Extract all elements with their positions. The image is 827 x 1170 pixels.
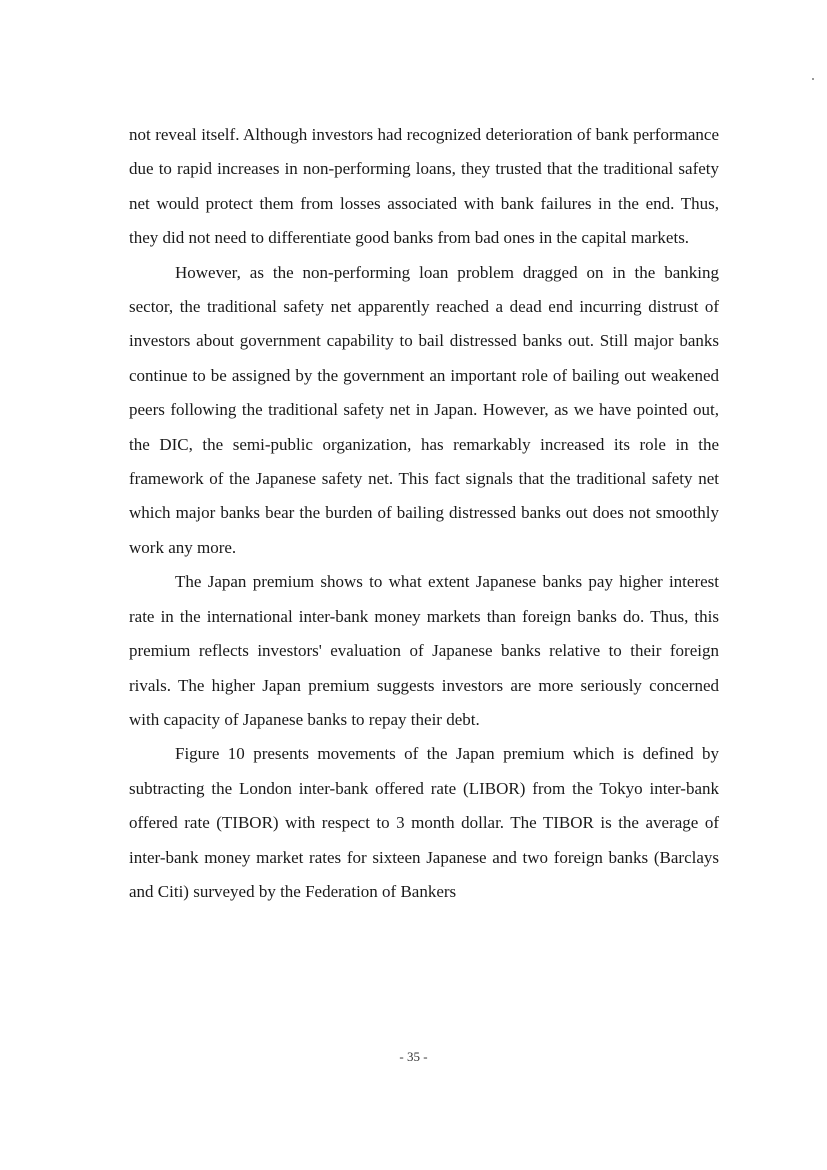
page-number: - 35 - <box>399 1049 428 1064</box>
paragraph-safety-net: However, as the non-performing loan problem dragged on in the banking sector, the traditional safety net apparently reached a dead end incurring distrust of investors about government capability to bail distressed banks out. Still major banks continue to be assigned by the government an important role of bailing out weakened peers following the traditional safety net in Japan. However, as we have pointed out, the DIC, the semi-public organization, has remarkably increased its role in the framework of the Japanese safety net. This fact signals that the traditional safety net which major banks bear the burden of bailing distressed banks out does not smoothly work any more. <box>129 262 719 557</box>
paragraph-figure-10: Figure 10 presents movements of the Japan premium which is defined by subtracting the London inter-bank offered rate (LIBOR) from the Tokyo inter-bank offered rate (TIBOR) with respect to 3 month dollar. The TIBOR is the average of inter-bank money market rates for sixteen Japanese and two foreign banks (Barclays and Citi) surveyed by the Federation of Bankers <box>129 744 719 901</box>
paragraph-japan-premium: The Japan premium shows to what extent Japanese banks pay higher interest rate in the international inter-bank money markets than foreign banks do. Thus, this premium reflects investors' evaluation of Japanese banks relative to their foreign rivals. The higher Japan premium suggests investors are more seriously concerned with capacity of Japanese banks to repay their debt. <box>129 572 719 729</box>
paragraph-continuation: not reveal itself. Although investors had recognized deterioration of bank performance due to rapid increases in non-performing loans, they trusted that the traditional safety net would protect them from losses associated with bank failures in the end. Thus, they did not need to differentiate good banks from bad ones in the capital markets. <box>129 125 719 248</box>
body-text <box>129 118 719 909</box>
scan-speck <box>812 78 814 80</box>
